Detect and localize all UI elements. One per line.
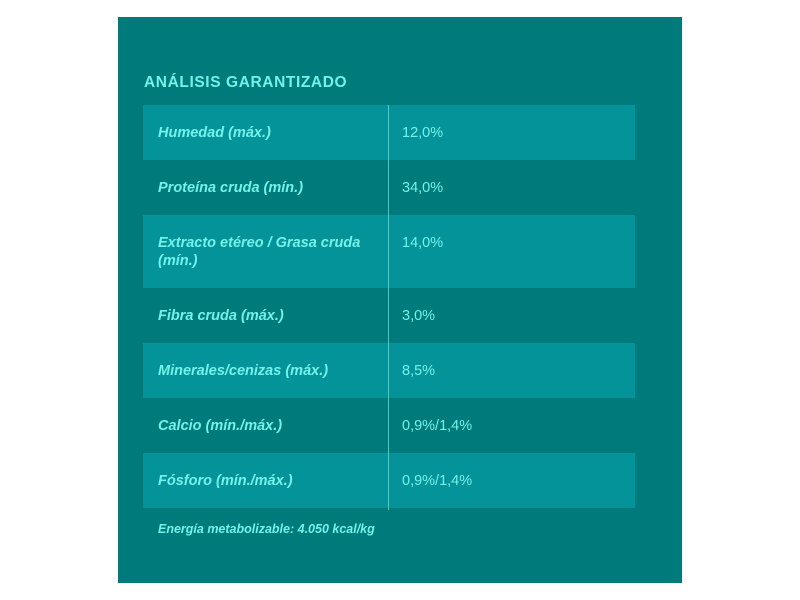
metabolizable-energy-note: Energía metabolizable: 4.050 kcal/kg [158, 522, 375, 536]
analysis-table [143, 105, 635, 508]
table-row [143, 160, 635, 215]
table-row [143, 105, 635, 160]
row-value: 14,0% [402, 235, 444, 251]
table-row [143, 398, 635, 453]
row-value: 34,0% [402, 180, 444, 196]
table-row [143, 453, 635, 508]
row-label: Humedad (máx.) [158, 125, 271, 141]
row-value: 3,0% [402, 308, 436, 324]
row-label: Fósforo (mín./máx.) [158, 473, 293, 489]
table-row [143, 343, 635, 398]
row-label: Fibra cruda (máx.) [158, 308, 284, 324]
row-label: Calcio (mín./máx.) [158, 418, 283, 434]
column-divider [388, 105, 389, 510]
table-row [143, 215, 635, 288]
row-value: 0,9%/1,4% [402, 473, 473, 489]
row-value: 8,5% [402, 363, 436, 379]
row-label: Proteína cruda (mín.) [158, 180, 304, 196]
panel-title: ANÁLISIS GARANTIZADO [144, 74, 348, 91]
row-label: Extracto etéreo / Grasa cruda (mín.) [158, 235, 361, 269]
guaranteed-analysis-panel [118, 17, 682, 583]
row-value: 0,9%/1,4% [402, 418, 473, 434]
row-label: Minerales/cenizas (máx.) [158, 363, 329, 379]
row-value: 12,0% [402, 125, 444, 141]
table-row [143, 288, 635, 343]
